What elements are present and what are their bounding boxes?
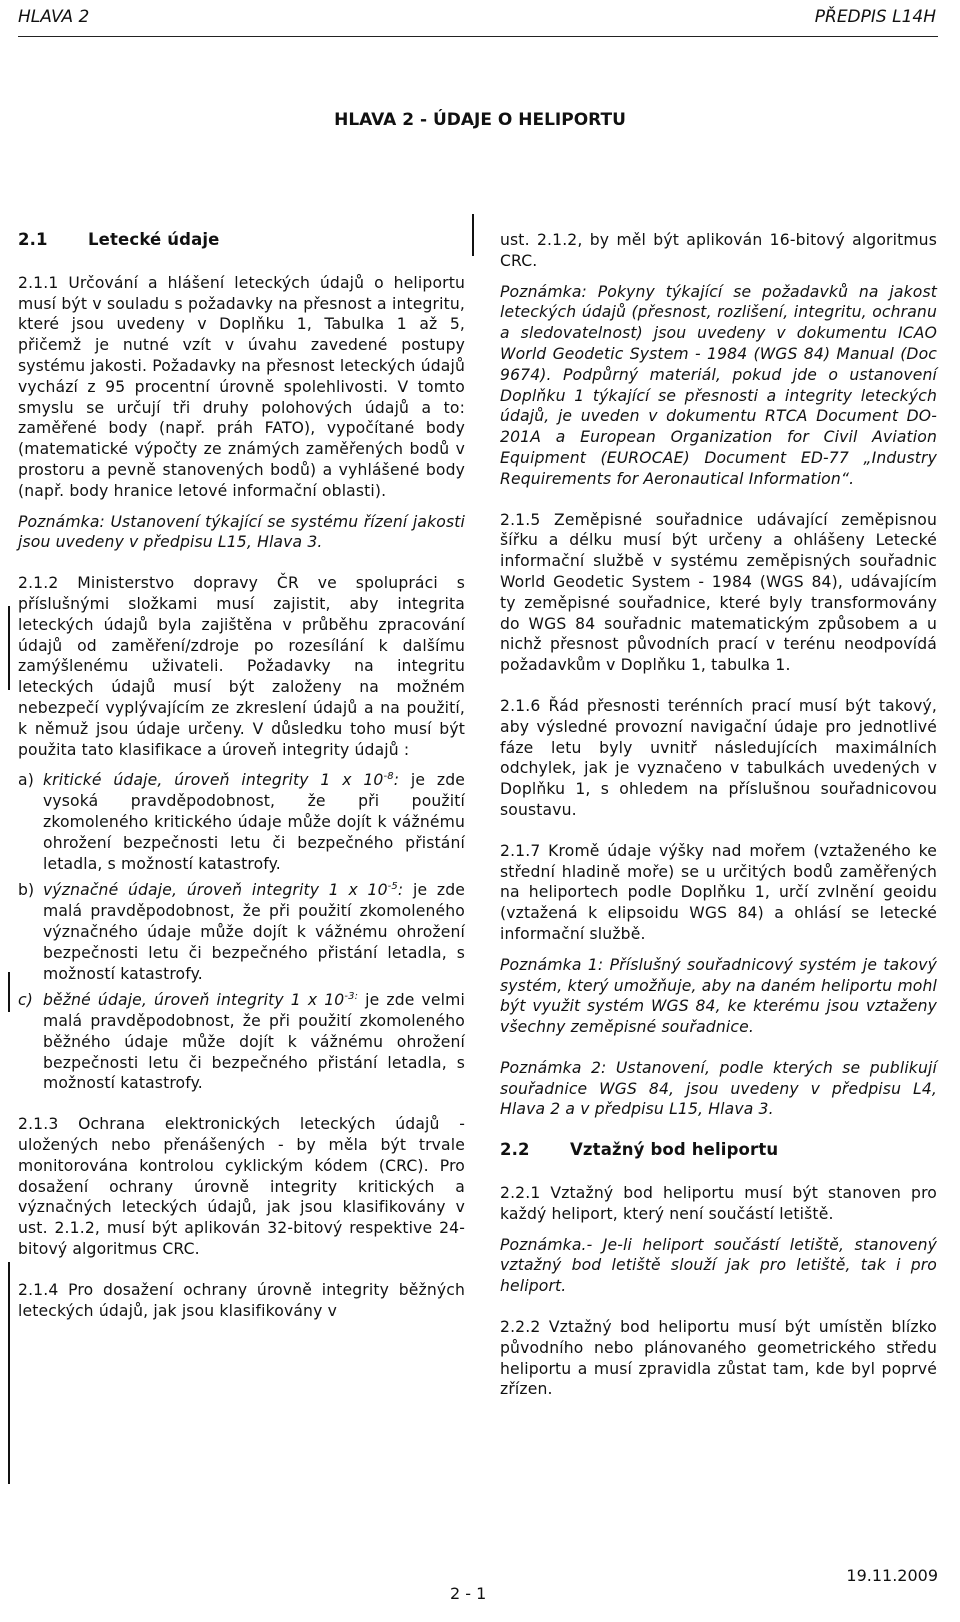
list-text: kritické údaje, úroveň integrity 1 x $10^{-8}$: je zde vysoká pravděpodobnost, že při použití zkomoleného kritického údaje může dojít k vážnému ohrožení bezpečnosti letu či bezpečného přistání letadla, s možností katastrofy. bbox=[43, 771, 465, 873]
header-regulation: PŘEDPIS L14H bbox=[814, 7, 936, 27]
note-2-1-4: Poznámka: Pokyny týkající se požadavků na jakost leteckých údajů (přesnost, rozlišení, integritu, ochranu a sledovatelnost) jsou uvedeny v dokumentu ICAO World Geodetic System - 1984 (WGS 84) Manual (Doc 9674). Podpůrný materiál, pokud jde o ustanovení Doplňku 1 týkající se přesnosti a integrity leteckých údajů, je uveden v dokumentu RTCA Document DO-201A a European Organization for Civil Aviation Equipment (EUROCAE) Document ED-77 „Industry Requirements for Aeronautical Information“. bbox=[500, 282, 937, 488]
section-title: Letecké údaje bbox=[88, 230, 220, 249]
list-text: běžné údaje, úroveň integrity 1 x $10^{-3:}$ je zde velmi malá pravděpodobnost, že při použití zkomoleného běžného údaje může dojít k vážnému ohrožení bezpečnosti letu či bezpečného přistání letadla, s možností katastrofy. bbox=[43, 991, 465, 1093]
revision-bar bbox=[8, 972, 10, 1012]
section-title: Vztažný bod heliportu bbox=[570, 1140, 779, 1160]
paragraph-2-2-1: 2.2.1 Vztažný bod heliportu musí být stanoven pro každý heliport, který není součástí letiště. bbox=[500, 1184, 937, 1223]
list-item bbox=[18, 990, 465, 1094]
paragraph-2-1-2: 2.1.2 Ministerstvo dopravy ČR ve spolupráci s příslušnými složkami musí zajistit, aby integrita leteckých údajů byla zajištěna v průběhu zpracování údajů od zaměření/zdroje po rozesílání k dalšímu zamýšlenému uživateli. Požadavky na integritu leteckých údajů musí být založeny na možném nebezpečí vyplývajícím ze zkreslení údajů a na použití, k němuž jsou údaje určeny. V důsledku toho musí být použita tato klasifikace a úroveň integrity údajů : bbox=[18, 574, 465, 759]
section-heading bbox=[500, 1140, 937, 1161]
paragraph-2-1-6: 2.1.6 Řád přesnosti terénních prací musí být takový, aby výsledné provozní navigační údaje pro jednotlivé fáze letu byly uvnitř následujících maximálních odchylek, jak je vyznačeno v tabulkách uvedených v Doplňku 1, s ohledem na příslušnou souřadnicovou soustavu. bbox=[500, 696, 937, 819]
note-2-1-1: Poznámka: Ustanovení týkající se systému řízení jakosti jsou uvedeny v předpisu L15, Hlava 3. bbox=[18, 512, 465, 552]
paragraph-2-1-4-continued: ust. 2.1.2, by měl být aplikován 16-bitový algoritmus CRC. bbox=[500, 231, 937, 270]
paragraph-2-1-7: 2.1.7 Kromě údaje výšky nad mořem (vztaženého ke střední hladině moře) se u určitých bodů zaměřených na heliportech podle Doplňku 1, určí zvlnění geoidu (vztažená k elipsoidu WGS 84) a ohlásí se letecké informační službě. bbox=[500, 841, 937, 943]
list-text: význačné údaje, úroveň integrity 1 x $10^{-5}$: je zde malá pravděpodobnost, že při použití zkomoleného význačného údaje může dojít k vážnému ohrožení bezpečnosti letu či bezpečného přistání letadla, s možností katastrofy. bbox=[43, 881, 465, 983]
paragraph-2-2-2: 2.2.2 Vztažný bod heliportu musí být umístěn blízko původního nebo plánovaného geometrického středu heliportu a musí zpravidla zůstat tam, kde byl poprvé zřízen. bbox=[500, 1318, 937, 1399]
list-item bbox=[18, 880, 465, 984]
revision-bar bbox=[8, 1262, 10, 1484]
list-marker: c) bbox=[18, 991, 33, 1010]
list-item bbox=[18, 770, 465, 874]
section-number: 2.1 bbox=[18, 230, 48, 249]
page-number: 2 - 1 bbox=[450, 1584, 487, 1603]
section-heading bbox=[18, 230, 465, 251]
revision-bar bbox=[472, 214, 474, 256]
header-chapter: HLAVA 2 bbox=[18, 7, 90, 27]
paragraph-2-1-4: 2.1.4 Pro dosažení ochrany úrovně integrity běžných leteckých údajů, jak jsou klasifikovány v bbox=[18, 1280, 465, 1320]
note-2-2-1: Poznámka.- Je-li heliport součástí letiště, stanovený vztažný bod letiště slouží jak pro letiště, tak i pro heliport. bbox=[500, 1235, 937, 1296]
section-number: 2.2 bbox=[500, 1140, 530, 1160]
left-column bbox=[18, 230, 465, 1321]
footer-date: 19.11.2009 bbox=[846, 1566, 938, 1585]
note-2-1-7-2: Poznámka 2: Ustanovení, podle kterých se publikují souřadnice WGS 84, jsou uvedeny v předpisu L4, Hlava 2 a v předpisu L15, Hlava 3. bbox=[500, 1058, 937, 1119]
paragraph-2-1-3: 2.1.3 Ochrana elektronických leteckých údajů - uložených nebo přenášených - by měla být trvale monitorována kontrolou cyklickým kódem (CRC). Pro dosažení ochrany úrovně integrity kritických a význačných leteckých údajů, jak jsou klasifikovány v ust. 2.1.2, musí být aplikován 32-bitový respektive 24-bitový algoritmus CRC. bbox=[18, 1115, 465, 1259]
list-marker: a) bbox=[18, 771, 34, 790]
chapter-title: HLAVA 2 - ÚDAJE O HELIPORTU bbox=[334, 110, 626, 130]
header-rule bbox=[18, 36, 938, 37]
paragraph-2-1-1: 2.1.1 Určování a hlášení leteckých údajů o heliportu musí být v souladu s požadavky na přesnost a integritu, které jsou uvedeny v Doplňku 1, Tabulka 1 až 5, přičemž je nutné vzít v úvahu zavedené postupy systému jakosti. Požadavky na přesnost leteckých údajů vychází z 95 procentní úrovně spolehlivosti. V tomto smyslu se určují tři druhy polohových údajů a to: zaměřené body (např. práh FATO), vypočítané body (matematické výpočty ze známých zaměřených bodů v prostoru a pevně stanovených bodů) a vyhlášené body (např. body hranice letové informační oblasti). bbox=[18, 273, 465, 500]
paragraph-2-1-5: 2.1.5 Zeměpisné souřadnice udávající zeměpisnou šířku a délku musí být určeny a ohlášeny Letecké informační službě v systému zeměpisných souřadnic World Geodetic System - 1984 (WGS 84), udávajícím ty zeměpisné souřadnice, které byly transformovány do WGS 84 souřadnic matematickým způsobem a u nichž přesnost původních prací v terénu neodpovídá požadavkům v Doplňku 1, tabulka 1. bbox=[500, 510, 937, 675]
right-column bbox=[500, 230, 937, 1420]
revision-bar bbox=[8, 606, 10, 690]
list-marker: b) bbox=[18, 881, 35, 900]
note-2-1-7-1: Poznámka 1: Příslušný souřadnicový systém je takový systém, který umožňuje, aby na daném heliportu mohl být využit systém WGS 84, ke kterému jsou vztaženy všechny zeměpisné souřadnice. bbox=[500, 955, 937, 1037]
